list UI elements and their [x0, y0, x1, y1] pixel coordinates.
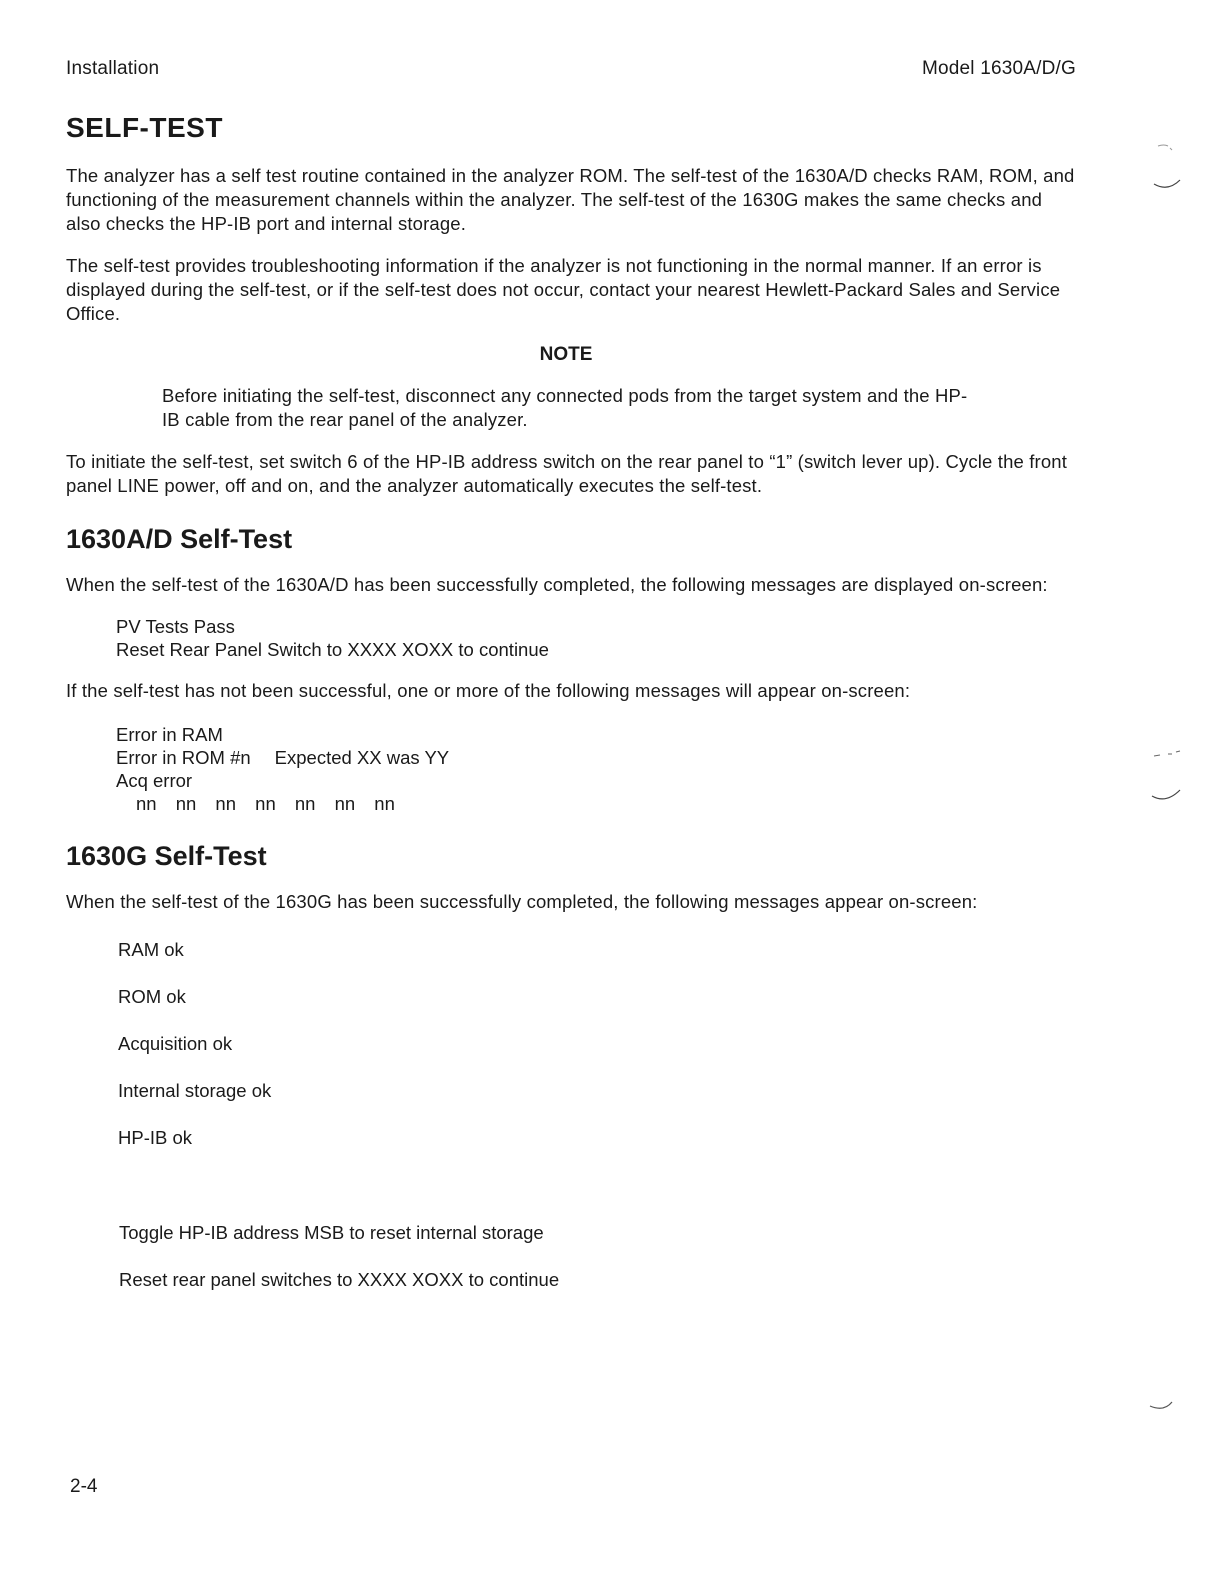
self-test-paragraph-1: The analyzer has a self test routine contained in the analyzer ROM. The self-test of the 1630A/D checks RAM, ROM, and functioning of the measurement channels within the analyzer. The self-test of the 1630G makes the same checks and also checks the HP-IB port and internal storage. [66, 165, 1075, 234]
running-header-model: Model 1630A/D/G [921, 58, 1076, 79]
ad-self-test-heading: 1630A/D Self-Test [66, 524, 293, 554]
self-test-paragraph-3: To initiate the self-test, set switch 6 of the HP-IB address switch on the rear panel to “1” (switch lever up). Cycle the front panel LINE power, off and on, and the analyzer automatically executes the self-test. [66, 451, 1068, 496]
error-rom-message [116, 746, 1078, 769]
g-ok-message: Internal storage ok [118, 1080, 272, 1101]
g-intro-paragraph: When the self-test of the 1630G has been successfully completed, the following messages appear on-screen: [66, 891, 978, 912]
margin-mark [1152, 790, 1180, 799]
note-body: Before initiating the self-test, disconnect any connected pods from the target system and the HP-IB cable from the rear panel of the analyzer. [162, 385, 968, 430]
g-ok-message: RAM ok [118, 939, 184, 960]
margin-mark [1158, 145, 1172, 150]
page-number: 2-4 [70, 1476, 98, 1497]
running-header-section: Installation [66, 58, 160, 79]
g-self-test-heading: 1630G Self-Test [66, 841, 267, 871]
binder-margin-marks [1140, 0, 1200, 1582]
margin-mark [1154, 180, 1180, 187]
g-final-message: Toggle HP-IB address MSB to reset internal storage [119, 1222, 544, 1243]
g-ok-message: Acquisition ok [118, 1033, 233, 1054]
g-ok-messages [118, 938, 1078, 1173]
ad-intro-paragraph: When the self-test of the 1630A/D has been successfully completed, the following messages are displayed on-screen: [66, 574, 1048, 595]
note-heading: NOTE [539, 344, 593, 365]
self-test-heading: SELF-TEST [66, 112, 223, 143]
ad-error-messages [116, 723, 1078, 815]
self-test-paragraph-2: The self-test provides troubleshooting information if the analyzer is not functioning in the normal manner. If an error is displayed during the self-test, or if the self-test does not occur, contact your nearest Hewlett-Packard Sales and Service Office. [66, 255, 1061, 324]
g-final-messages [119, 1221, 1078, 1315]
g-ok-message: ROM ok [118, 986, 186, 1007]
ad-success-messages [116, 615, 1078, 661]
error-code-values: nn nn nn nn nn nn nn [136, 793, 395, 814]
error-ram-message: Error in RAM [116, 724, 223, 745]
page-content [66, 112, 1078, 1315]
ad-fail-intro: If the self-test has not been successful, one or more of the following messages will appear on-screen: [66, 680, 911, 701]
margin-mark [1150, 1402, 1172, 1408]
acq-error-message: Acq error [116, 770, 193, 791]
ad-success-message: PV Tests Pass [116, 616, 235, 637]
error-rom-detail: Expected XX was YY [274, 747, 450, 768]
ad-success-message: Reset Rear Panel Switch to XXXX XOXX to continue [116, 639, 549, 660]
error-rom-label: Error in ROM #n [116, 747, 251, 768]
g-final-message: Reset rear panel switches to XXXX XOXX to continue [119, 1269, 560, 1290]
margin-mark [1154, 751, 1180, 756]
g-ok-message: HP-IB ok [118, 1127, 193, 1148]
